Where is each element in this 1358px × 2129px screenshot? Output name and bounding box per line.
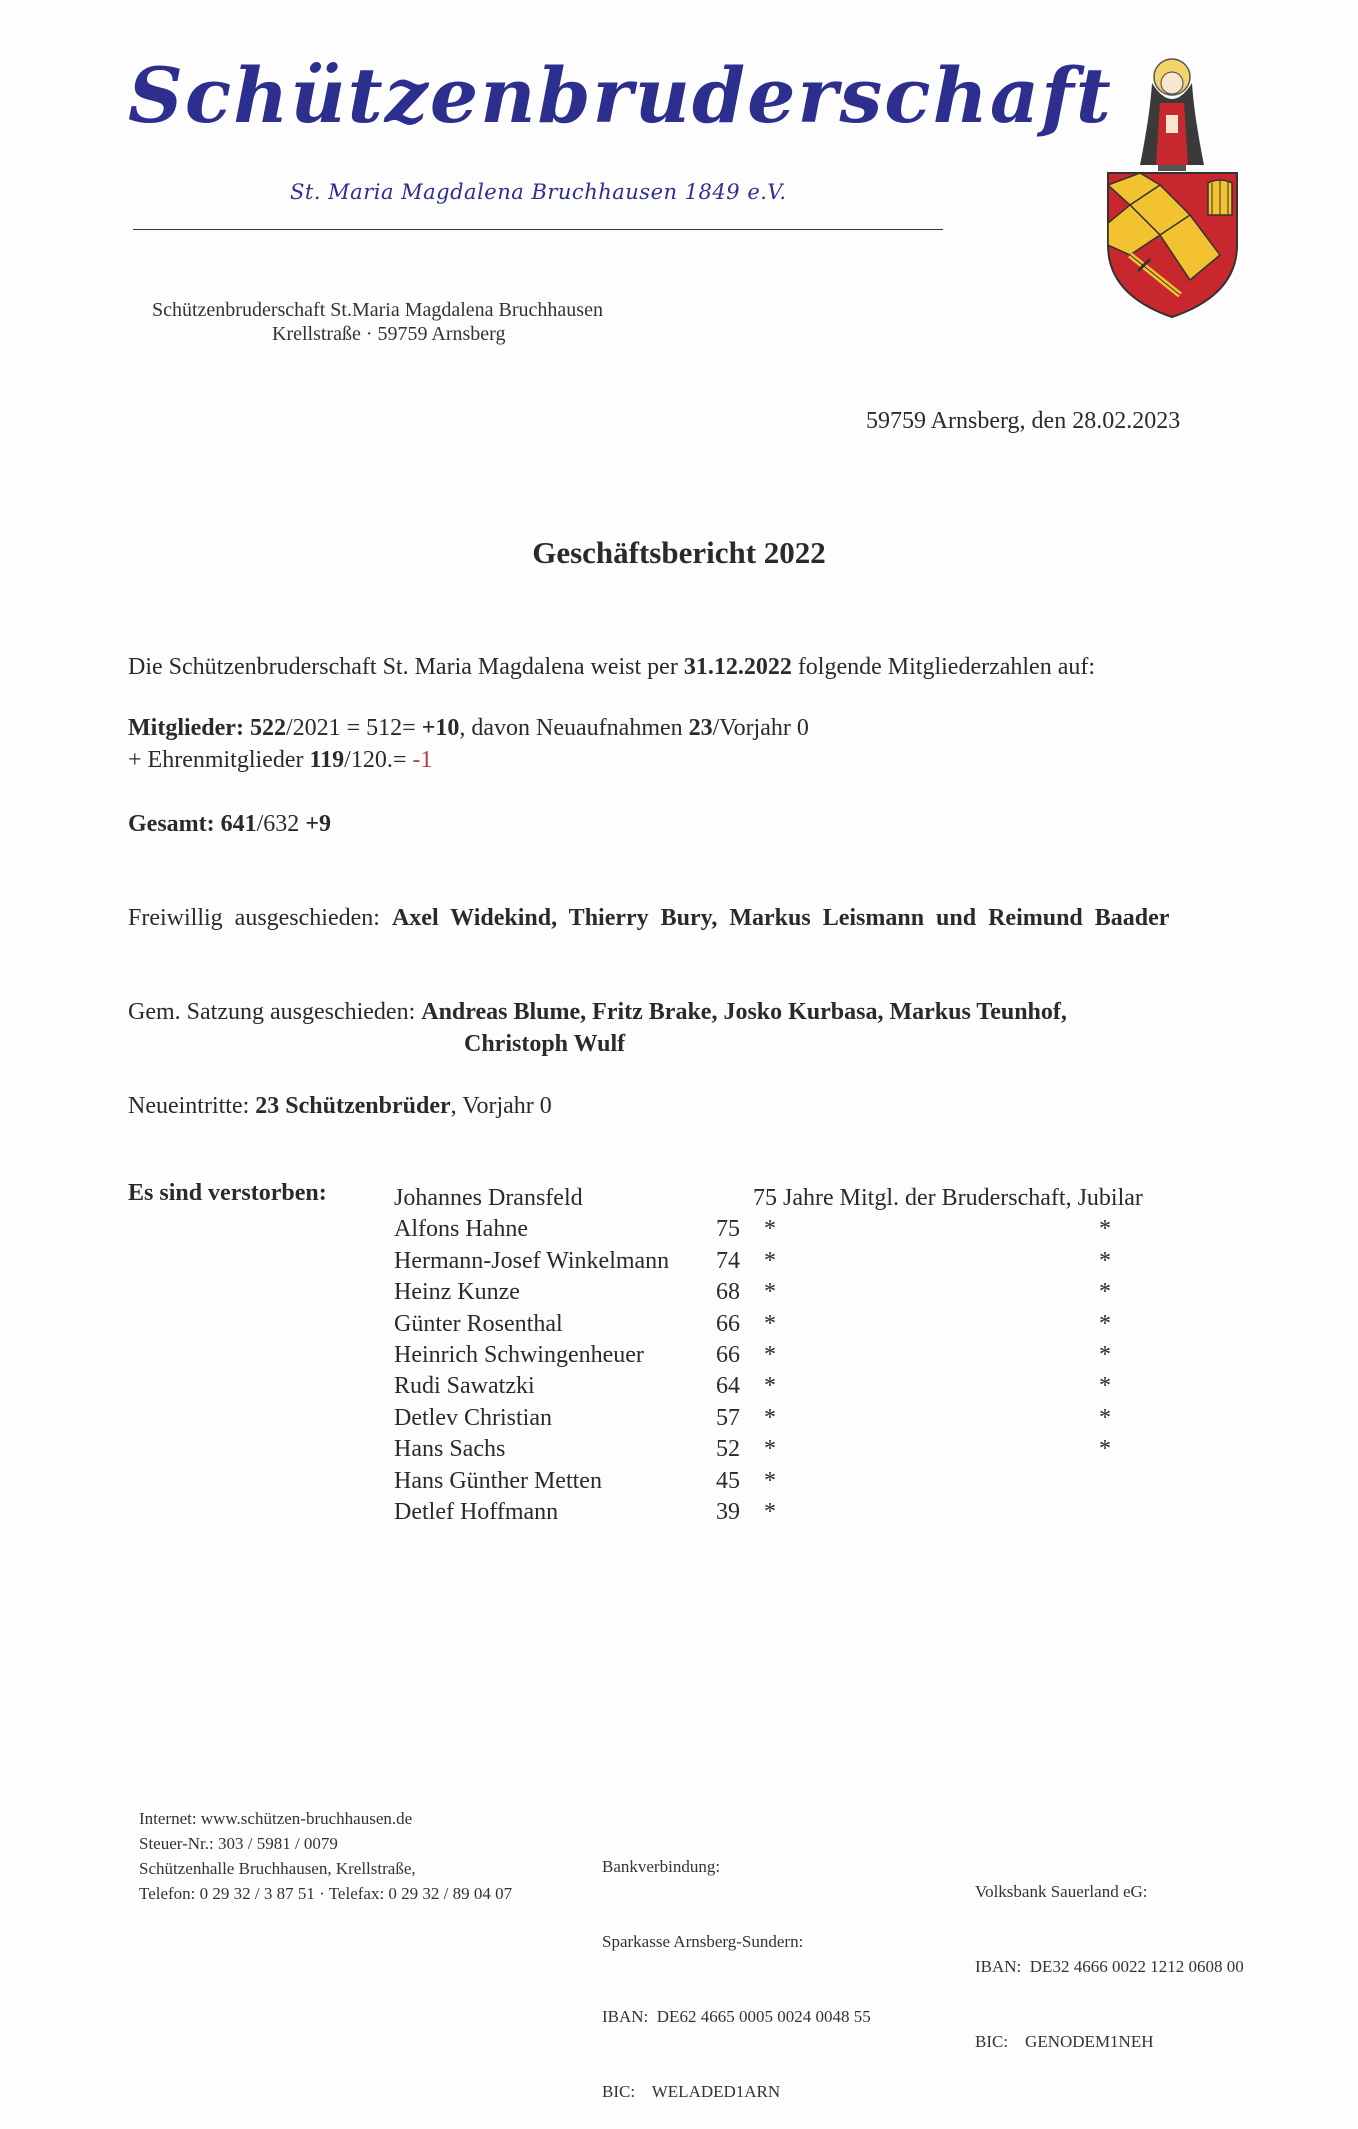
deceased-star-right: * xyxy=(1099,1279,1111,1306)
footer-bank-heading: Bankverbindung: xyxy=(602,1857,721,1876)
footer-phone: Telefon: 0 29 32 / 3 87 51 · Telefax: 0 29 32 / 89 04 07 xyxy=(139,1884,513,1903)
header-divider xyxy=(133,229,943,230)
new-entries xyxy=(128,1090,1238,1122)
deceased-name: Heinrich Schwingenheuer xyxy=(394,1342,644,1368)
members-diff: +10 xyxy=(421,715,460,741)
intro-text: Die Schützenbruderschaft St. Maria Magdalena weist per xyxy=(128,654,684,680)
deceased-star: * xyxy=(764,1404,776,1431)
sender-address: Krellstraße · 59759 Arnsberg xyxy=(272,323,506,345)
footer-hall-address: Schützenhalle Bruchhausen, Krellstraße, xyxy=(139,1859,416,1878)
members-mid: /2021 = 512= xyxy=(285,715,422,741)
deceased-name: Rudi Sawatzki xyxy=(394,1373,535,1400)
footer-bank2-iban: IBAN: DE32 4666 0022 1212 0608 00 xyxy=(975,1957,1244,1976)
intro-text-end: folgende Mitgliederzahlen auf: xyxy=(791,654,1096,680)
footer-bank-bic: BIC: WELADED1ARN xyxy=(602,2082,781,2101)
deceased-star: * xyxy=(764,1436,776,1463)
deceased-name: Heinz Kunze xyxy=(394,1279,520,1306)
statute-names-2: Christoph Wulf xyxy=(464,1031,626,1057)
deceased-star: * xyxy=(764,1216,776,1243)
total-current: 641 xyxy=(220,811,257,837)
voluntary-names: Axel Widekind, Thierry Bury, Markus Leismann und Reimund Baader xyxy=(391,905,1170,931)
statute-exits-cont xyxy=(464,1028,1164,1060)
deceased-age: 64 xyxy=(716,1373,740,1400)
deceased-row xyxy=(394,1183,1194,1214)
total-mid: /632 xyxy=(256,811,306,837)
footer-tax-number: Steuer-Nr.: 303 / 5981 / 0079 xyxy=(139,1834,338,1853)
letter-date: 59759 Arnsberg, den 28.02.2023 xyxy=(866,408,1181,434)
deceased-row xyxy=(394,1340,1194,1371)
members-new-count: 23 xyxy=(688,715,713,741)
honorary-diff: -1 xyxy=(412,747,433,773)
deceased-age: 68 xyxy=(716,1279,740,1306)
intro-paragraph xyxy=(128,651,1238,683)
deceased-name: Hermann-Josef Winkelmann xyxy=(394,1247,670,1274)
deceased-name: Detlef Hoffmann xyxy=(394,1499,559,1525)
sender-name: Schützenbruderschaft St.Maria Magdalena Bruchhausen xyxy=(152,299,603,321)
honorary-current: 119 xyxy=(309,747,345,773)
deceased-row xyxy=(394,1403,1194,1434)
members-current: 522 xyxy=(249,715,286,741)
deceased-name: Johannes Dransfeld xyxy=(394,1185,583,1211)
deceased-star-right: * xyxy=(1099,1436,1111,1463)
deceased-row xyxy=(394,1466,1194,1497)
new-entries-label: Neueintritte: xyxy=(128,1093,256,1119)
deceased-star: * xyxy=(764,1342,776,1368)
coat-of-arms-icon xyxy=(1100,55,1245,323)
voluntary-exits xyxy=(128,902,1240,934)
deceased-row xyxy=(394,1497,1194,1528)
deceased-age: 39 xyxy=(716,1499,740,1525)
deceased-row xyxy=(394,1277,1194,1308)
deceased-row xyxy=(394,1371,1194,1402)
statute-names-1: Andreas Blume, Fritz Brake, Josko Kurbasa, Markus Teunhof, xyxy=(421,999,1067,1025)
deceased-row xyxy=(394,1309,1194,1340)
members-line xyxy=(128,712,1238,744)
members-new-prev: /Vorjahr 0 xyxy=(712,715,809,741)
deceased-row xyxy=(394,1434,1194,1465)
deceased-row xyxy=(394,1214,1194,1245)
deceased-age: 45 xyxy=(716,1467,740,1494)
deceased-star: * xyxy=(764,1310,776,1337)
footer-bank-volksbank xyxy=(975,1829,1244,2079)
deceased-name: Hans Günther Metten xyxy=(394,1467,602,1494)
members-label: Mitglieder: xyxy=(128,715,250,741)
deceased-star: * xyxy=(764,1279,776,1306)
intro-date: 31.12.2022 xyxy=(683,654,792,680)
footer-bank2-name: Volksbank Sauerland eG: xyxy=(975,1882,1148,1901)
deceased-star: * xyxy=(764,1499,776,1525)
deceased-name: Günter Rosenthal xyxy=(394,1310,563,1337)
voluntary-label: Freiwillig ausgeschieden: xyxy=(128,905,392,931)
footer-bank-name: Sparkasse Arnsberg-Sundern: xyxy=(602,1932,804,1951)
deceased-star-right: * xyxy=(1099,1404,1111,1431)
deceased-star-right: * xyxy=(1099,1247,1111,1274)
total-diff: +9 xyxy=(305,811,331,837)
deceased-age: 66 xyxy=(716,1342,740,1368)
footer-internet: Internet: www.schützen-bruchhausen.de xyxy=(139,1809,413,1828)
deceased-label: Es sind verstorben: xyxy=(128,1180,327,1206)
document-title: Geschäftsbericht 2022 xyxy=(532,535,826,570)
letterhead-subtitle: St. Maria Magdalena Bruchhausen 1849 e.V. xyxy=(290,180,787,204)
honorary-mid: /120.= xyxy=(344,747,413,773)
deceased-age: 74 xyxy=(716,1247,740,1274)
footer-contact xyxy=(139,1806,512,1906)
deceased-name: Detlev Christian xyxy=(394,1404,552,1431)
deceased-star-right: * xyxy=(1099,1216,1111,1243)
total-line xyxy=(128,808,1238,840)
footer-bank-sparkasse xyxy=(602,1804,871,2129)
deceased-name: Alfons Hahne xyxy=(394,1216,528,1243)
deceased-note: 75 Jahre Mitgl. der Bruderschaft, Jubilar xyxy=(753,1185,1143,1211)
deceased-star-right: * xyxy=(1099,1310,1111,1337)
deceased-star: * xyxy=(764,1247,776,1274)
deceased-star: * xyxy=(764,1373,776,1400)
total-label: Gesamt: xyxy=(128,811,221,837)
deceased-age: 52 xyxy=(716,1436,740,1463)
members-new-text: , davon Neuaufnahmen xyxy=(459,715,689,741)
new-entries-count: 23 Schützenbrüder xyxy=(255,1093,451,1119)
deceased-age: 57 xyxy=(716,1404,740,1431)
statute-label: Gem. Satzung ausgeschieden: xyxy=(128,999,422,1025)
deceased-name: Hans Sachs xyxy=(394,1436,506,1463)
deceased-star: * xyxy=(764,1467,776,1494)
deceased-age: 66 xyxy=(716,1310,740,1337)
footer-bank2-bic: BIC: GENODEM1NEH xyxy=(975,2032,1154,2051)
statute-exits xyxy=(128,996,1238,1028)
deceased-star-right: * xyxy=(1099,1342,1111,1368)
honorary-label: + Ehrenmitglieder xyxy=(128,747,310,773)
deceased-age: 75 xyxy=(716,1216,740,1243)
footer-bank-iban: IBAN: DE62 4665 0005 0024 0048 55 xyxy=(602,2007,871,2026)
deceased-star-right: * xyxy=(1099,1373,1111,1400)
deceased-row xyxy=(394,1246,1194,1277)
honorary-line xyxy=(128,744,1238,776)
letterhead-title: Schützenbruderschaft xyxy=(128,51,1113,140)
new-entries-prev: , Vorjahr 0 xyxy=(450,1093,552,1119)
